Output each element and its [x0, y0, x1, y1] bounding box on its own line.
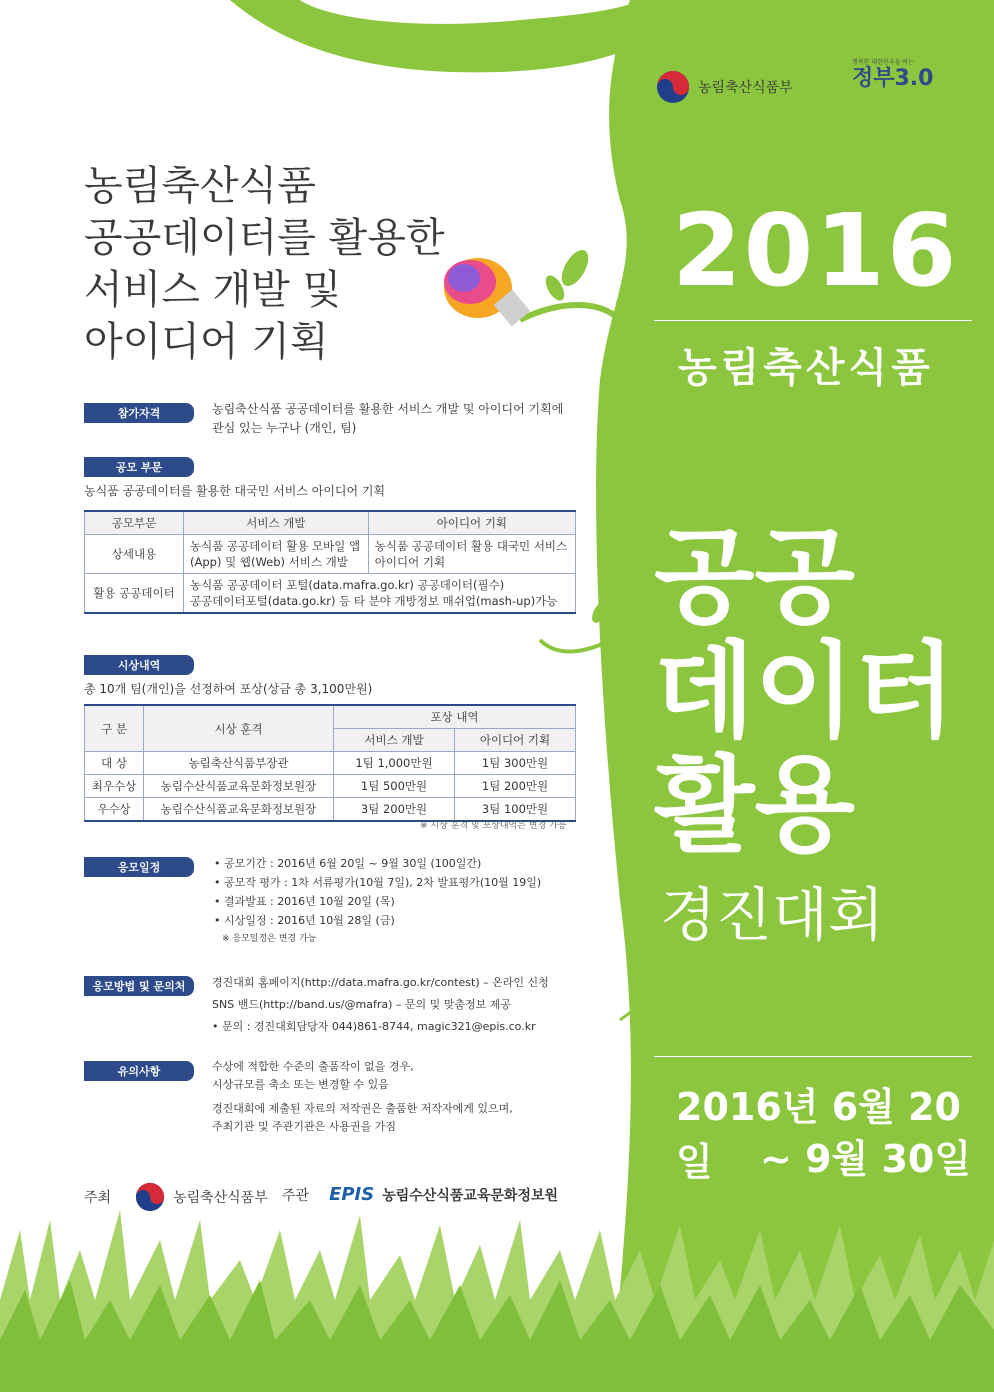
notice-section [84, 1060, 194, 1081]
notice-line: 주최기관 및 주관기관은 사용권을 가짐 [212, 1120, 397, 1133]
list-item: • 공모작 평가 : 1차 서류평가(10월 7일), 2차 발표평가(10월 19일) [214, 876, 542, 889]
table-row [85, 752, 576, 775]
gov30-label: 정부3.0 [852, 65, 934, 91]
section-tag: 참가자격 [84, 403, 194, 423]
apply-section [84, 975, 194, 996]
row-label: 활용 공공데이터 [85, 574, 184, 614]
lightbulb-icon [444, 258, 530, 326]
title-line: 농림축산식품 [84, 163, 316, 209]
notice-line: 수상에 적합한 수준의 출품작이 없을 경우, [212, 1060, 414, 1073]
table-header: 서비스 개발 [184, 511, 369, 535]
table-cell: 농식품 공공데이터 활용 대국민 서비스 아이디어 기획 [368, 535, 575, 574]
row-label: 상세내용 [85, 535, 184, 574]
epis-logo: EPIS [329, 1184, 375, 1205]
table-header: 시상 훈격 [144, 705, 334, 752]
table-cell: 우수상 [85, 798, 144, 822]
awards-intro: 총 10개 팀(개인)을 선정하여 포상(상금 총 3,100만원) [84, 682, 373, 696]
big-heading-line2: 데이터 [654, 630, 956, 752]
date-line2: ~ 9월 30일 [760, 1137, 972, 1181]
schedule-note: ※ 응모일정은 변경 가능 [222, 934, 317, 944]
host-name: 농림축산식품부 [173, 1190, 268, 1206]
notice-text [212, 1058, 513, 1136]
apply-line: 경진대회 홈페이지(http://data.mafra.go.kr/contest) – 온라인 신청 [212, 976, 549, 989]
eligibility-line: 농림축산식품 공공데이터를 활용한 서비스 개발 및 아이디어 기획에 [212, 402, 564, 416]
list-item: • 공모기간 : 2016년 6월 20일 ~ 9월 30일 (100일간) [214, 857, 482, 870]
table-cell: 농림수산식품교육문화정보원장 [144, 775, 334, 798]
title-line: 공공데이터를 활용한 [84, 215, 445, 261]
taegeuk-icon [135, 1182, 165, 1212]
divider [654, 1056, 972, 1057]
schedule-list [214, 854, 541, 949]
organizer-name: 농림수산식품교육문화정보원 [382, 1187, 559, 1204]
gov30-values: 개방 · 공유 · 소통 · 협력 [852, 89, 916, 97]
table-row [85, 775, 576, 798]
tree-branch [230, 0, 650, 72]
organizer-label: 주관 [282, 1187, 310, 1204]
table-cell: 3팀 200만원 [334, 798, 455, 822]
date-line1: 2016년 6월 20일 [676, 1085, 961, 1184]
host-info [84, 1182, 268, 1212]
table-cell: 농식품 공공데이터 활용 모바일 앱 (App) 및 웹(Web) 서비스 개발 [184, 535, 369, 574]
table-cell: 농림수산식품교육문화정보원장 [144, 798, 334, 822]
list-item: • 결과발표 : 2016년 10월 20일 (목) [214, 895, 395, 908]
category-section [84, 456, 194, 477]
organizer-info [282, 1184, 558, 1205]
table-cell: 농식품 공공데이터 포털(data.mafra.go.kr) 공공데이터(필수) 공공데이터포털(data.go.kr) 등 타 분야 개방정보 매쉬업(mash-up)가능 [184, 574, 576, 614]
main-title [84, 160, 444, 368]
big-heading-line1: 공공 [654, 516, 855, 638]
contact-line: • 문의 : 경진대회담당자 044)861-8744, magic321@epis.co.kr [212, 1020, 536, 1033]
eligibility-line: 관심 있는 누구나 (개인, 팀) [212, 421, 357, 435]
section-tag: 응모일정 [84, 857, 194, 877]
table-cell: 1팀 500만원 [334, 775, 455, 798]
table-header: 포상 내역 [334, 705, 576, 729]
table-cell: 대 상 [85, 752, 144, 775]
table-header: 서비스 개발 [334, 729, 455, 752]
table-header: 구 분 [85, 705, 144, 752]
title-line: 서비스 개발 및 [84, 267, 342, 313]
awards-section [84, 654, 194, 675]
awards-note: ※ 시상 훈격 및 포상내역은 변경 가능 [420, 821, 567, 831]
host-label: 주최 [84, 1190, 112, 1206]
section-tag: 공모 부문 [84, 457, 194, 477]
ministry-logo [656, 70, 793, 104]
list-item: • 시상일정 : 2016년 10월 28일 (금) [214, 914, 395, 927]
section-tag: 응모방법 및 문의처 [84, 976, 194, 996]
notice-line: 시상규모를 축소 또는 변경할 수 있음 [212, 1078, 389, 1091]
ministry-name: 농림축산식품부 [698, 80, 793, 96]
table-header: 아이디어 기획 [455, 729, 576, 752]
section-tag: 시상내역 [84, 655, 194, 675]
table-cell: 농림축산식품부장관 [144, 752, 334, 775]
contest-heading: 경진대회 [660, 881, 885, 949]
subtitle-heading: 농림축산식품 [678, 345, 934, 391]
table-header: 공모부문 [85, 511, 184, 535]
apply-text [212, 972, 549, 1038]
category-table [84, 510, 576, 614]
table-cell: 1팀 1,000만원 [334, 752, 455, 775]
schedule-section [84, 856, 194, 877]
apply-line: SNS 밴드(http://band.us/@mafra) – 문의 및 맞춤정보 제공 [212, 998, 512, 1011]
table-cell: 1팀 200만원 [455, 775, 576, 798]
table-cell: 3팀 100만원 [455, 798, 576, 822]
big-heading-line3: 활용 [654, 744, 855, 866]
table-header: 아이디어 기획 [368, 511, 575, 535]
gov30-tagline: 행복한 대한민국을 여는 [852, 59, 914, 66]
vine [520, 305, 620, 320]
gov30-logo [852, 60, 942, 97]
year-heading: 2016 [672, 192, 959, 309]
table-cell: 1팀 300만원 [455, 752, 576, 775]
section-tag: 유의사항 [84, 1061, 194, 1081]
leaf [556, 246, 593, 291]
eligibility-section [84, 402, 194, 423]
divider [654, 320, 972, 321]
notice-line: 경진대회에 제출된 자료의 저작권은 출품한 저작자에게 있으며, [212, 1102, 513, 1115]
awards-table [84, 704, 576, 822]
title-line: 아이디어 기획 [84, 319, 329, 365]
table-cell: 최우수상 [85, 775, 144, 798]
eligibility-text [212, 400, 592, 438]
category-intro: 농식품 공공데이터를 활용한 대국민 서비스 아이디어 기획 [84, 484, 386, 498]
taegeuk-icon [656, 70, 690, 104]
